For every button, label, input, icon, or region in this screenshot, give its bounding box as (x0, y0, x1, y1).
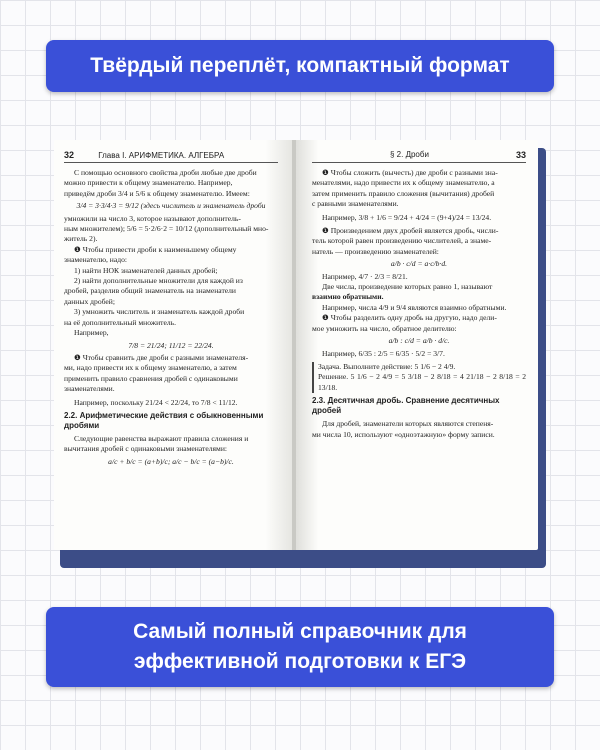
left-chapter-title: Глава I. АРИФМЕТИКА. АЛГЕБРА (98, 151, 225, 160)
left-page (54, 140, 294, 550)
text-line: Для дробей, знаменатели которых являются степеня- (322, 419, 494, 429)
text-line: тель которой равен произведению числителей, а знаме- (312, 236, 492, 246)
text-line: взаимно обратными. (312, 292, 384, 302)
formula-line: 3/4 = 3·3/4·3 = 9/12 (здесь числитель и знаменатель дроби (76, 201, 266, 211)
top-banner: Твёрдый переплёт, компактный формат (46, 40, 554, 92)
task-block (312, 362, 526, 393)
left-page-header (64, 150, 224, 161)
rule-line: ❶ Чтобы сравнить две дроби с разными знаменателя- (74, 352, 249, 362)
right-page (294, 140, 538, 550)
text-line: можно привести к общему знаменателю. Например, (64, 178, 233, 188)
bottom-banner (46, 607, 554, 687)
formula-line: 7/8 = 21/24; 11/12 = 22/24. (128, 340, 214, 350)
bottom-banner-line-1: Самый полный справочник для (133, 620, 467, 643)
text-line: приведём дроби 3/4 и 5/6 к общему знаменателю. Имеем: (64, 188, 250, 198)
rule-line: ❶ Чтобы разделить одну дробь на другую, надо дели- (322, 313, 497, 323)
right-section-header: § 2. Дроби (390, 150, 429, 159)
left-header-rule (64, 162, 278, 163)
text-line: 3) умножить числитель и знаменатель каждой дроби (74, 307, 245, 317)
formula-line: a/c + b/c = (a+b)/c; a/c − b/c = (a−b)/c. (108, 456, 234, 466)
text-line: С помощью основного свойства дроби любые две дроби (74, 168, 257, 177)
formula-line: a/b · c/d = a·c/b·d. (390, 259, 448, 269)
text-line: Две числа, произведение которых равно 1, называют (322, 282, 493, 292)
bottom-banner-line-2: эффективной подготовки к ЕГЭ (133, 650, 467, 673)
text-line: житель 2). (64, 234, 98, 244)
text-line: мое умножить на число, обратное делителю: (312, 323, 457, 333)
text-line: ным множителем); 5/6 = 5·2/6·2 = 10/12 (дополнительный мно- (64, 224, 269, 234)
right-page-body (312, 168, 526, 440)
book-spine-gutter (292, 140, 296, 550)
formula-line: a/b : c/d = a/b · d/c. (388, 336, 450, 346)
rule-line: ❶ Чтобы сложить (вычесть) две дроби с разными зна- (322, 168, 498, 177)
text-line: ми, надо привести их к общему знаменателю, а затем (64, 363, 237, 373)
text-line: Например, (74, 328, 109, 338)
text-line: с равными знаменателями. (312, 199, 399, 209)
text-line: менателями, надо привести их к общему знаменателю, а (312, 178, 495, 188)
solution-text: Решение. 5 1/6 − 2 4/9 = 5 3/18 − 2 8/18 = 4 21/18 − 2 8/18 = 2 13/18. (318, 372, 526, 392)
text-line: затем применить правило сложения (вычитания) дробей (312, 188, 495, 198)
rule-line: ❶ Произведением двух дробей является дробь, числи- (322, 226, 499, 236)
rule-line: ❶ Чтобы привести дроби к наименьшему общему (74, 244, 237, 254)
text-line: Например, 3/8 + 1/6 = 9/24 + 4/24 = (9+4)/24 = 13/24. (322, 212, 492, 222)
task-text: Задача. Выполните действие: 5 1/6 − 2 4/9. (318, 361, 456, 371)
text-line: ми числа 10, используют «одноэтажную» форму записи. (312, 429, 495, 439)
text-line: знаменателю, надо: (64, 255, 128, 265)
text-line: Например, поскольку 21/24 < 22/24, то 7/8 < 11/12. (74, 397, 238, 407)
text-line: натель — произведению знаменателей: (312, 246, 439, 256)
text-line: Например, 6/35 : 2/5 = 6/35 · 5/2 = 3/7. (322, 348, 445, 358)
text-line: данных дробей; (64, 296, 115, 306)
text-line: на её дополнительный множитель. (64, 317, 177, 327)
text-line: вычитания дробей с одинаковыми знаменателями: (64, 444, 227, 454)
text-line: Следующие равенства выражают правила сложения и (74, 433, 249, 443)
text-line: 2) найти дополнительные множители для каждой из (74, 276, 243, 286)
right-page-number: 33 (515, 150, 526, 160)
left-page-number: 32 (64, 150, 75, 160)
left-section-title: 2.2. Арифметические действия с обыкновенными дробями (64, 410, 264, 430)
text-line: применить правило сравнения дробей с одинаковыми (64, 373, 238, 383)
text-line: знаменателями. (64, 384, 115, 394)
right-header-rule (312, 162, 526, 163)
text-line: 1) найти НОК знаменателей данных дробей; (74, 265, 218, 275)
text-line: Например, 4/7 · 2/3 = 8/21. (322, 271, 408, 281)
text-line: Например, числа 4/9 и 9/4 являются взаимно обратными. (322, 302, 507, 312)
text-line: дробей, разделив общий знаменатель на знаменатели (64, 286, 236, 296)
text-line: умножили на число 3, которое называют дополнитель- (64, 213, 241, 223)
right-section-title: 2.3. Десятичная дробь. Сравнение десятичных дробей (312, 396, 500, 416)
left-page-body (64, 168, 278, 469)
open-book-photo (54, 140, 546, 568)
